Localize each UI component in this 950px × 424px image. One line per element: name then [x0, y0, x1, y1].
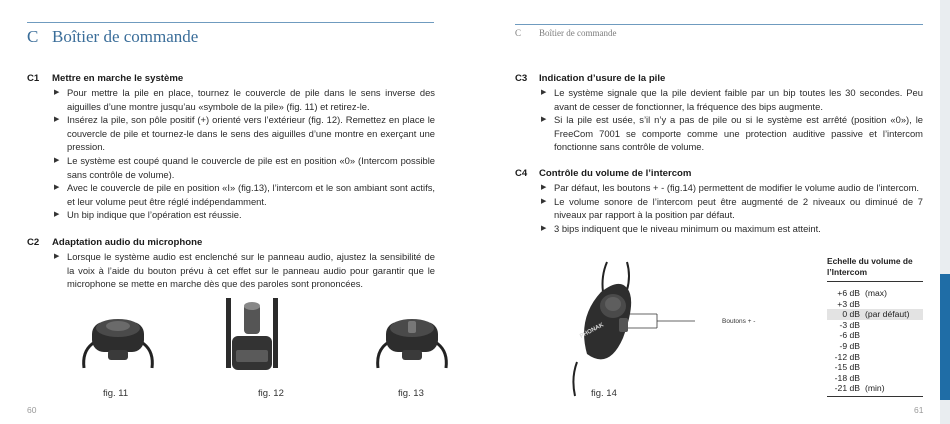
arrow-bullet-icon: ▶ [541, 197, 547, 205]
volume-db-value: -3 dB [839, 319, 860, 330]
volume-note [865, 362, 923, 373]
volume-note: (par défaut) [865, 309, 910, 320]
volume-note [865, 373, 923, 384]
fig-12-caption: fig. 12 [258, 388, 284, 399]
volume-db-value: -9 dB [839, 340, 860, 351]
buttons-label: Boutons + - [722, 318, 756, 325]
volume-note [865, 330, 923, 341]
running-header-letter: C [515, 28, 522, 38]
list-item: ▶ Si la pile est usée, s’il n’y a pas de pile ou si le système est arrêté (position «0»), le FreeCom 7001 se comporte comme une protection auditive passive et l’intercom fonctionne sans contrôle de volume. [541, 114, 923, 153]
c4-heading: Contrôle du volume de l’intercom [539, 168, 692, 179]
c4-bullet-list [539, 181, 923, 235]
list-item: ▶ Le système signale que la pile devient faible par un bip toutes les 30 secondes. Peu avant de cesser de fonctionner, la fréquence des bips augmente. [541, 87, 923, 112]
section-title: Boîtier de commande [52, 27, 199, 46]
list-item: ▶ 3 bips indiquent que le niveau minimum ou maximum est atteint. [541, 222, 821, 234]
c4-number: C4 [515, 168, 528, 179]
c1-bullet-list [52, 86, 435, 222]
arrow-bullet-icon: ▶ [54, 184, 60, 192]
c3-number: C3 [515, 73, 528, 84]
volume-db-value: -12 dB [834, 351, 860, 362]
list-item: ▶ Le système est coupé quand le couvercle de pile est en position «0» (Intercom possible sans contrôle de volume). [54, 154, 435, 180]
arrow-bullet-icon: ▶ [541, 224, 547, 232]
arrow-bullet-icon: ▶ [541, 116, 547, 124]
c2-bullet-list [52, 250, 435, 291]
volume-db-value: 0 dB [842, 309, 860, 320]
fig-13-image [372, 312, 452, 374]
volume-note: (min) [865, 383, 885, 394]
volume-note [865, 352, 923, 363]
arrow-bullet-icon: ▶ [541, 184, 547, 191]
volume-db-value: -18 dB [834, 372, 860, 383]
volume-db-value: -21 dB [834, 383, 860, 394]
side-tab-active-marker [940, 274, 950, 400]
volume-note: (max) [865, 288, 887, 298]
fig-11-image [78, 312, 158, 374]
fig-12-image [222, 296, 282, 376]
header-rule [515, 24, 923, 25]
volume-table-rule [827, 281, 923, 282]
volume-db-value: -15 dB [834, 362, 860, 373]
arrow-bullet-icon: ▶ [54, 116, 60, 124]
volume-note [865, 320, 923, 331]
volume-table-row [827, 362, 923, 373]
volume-scale-table [827, 256, 923, 397]
list-item: ▶ Lorsque le système audio est enclenché sur le panneau audio, ajustez la sensibilité de la voix à l’aide du bouton prévu à cet effet sur le panneau audio pour garantir que le microphone se mette en marche dès que des paroles sont prononcées. [54, 251, 435, 290]
c1-heading: Mettre en marche le système [52, 73, 184, 84]
fig-13-caption: fig. 13 [398, 388, 424, 399]
arrow-bullet-icon: ▶ [54, 89, 60, 96]
header-rule [27, 22, 434, 23]
page-number: 61 [914, 405, 924, 415]
volume-table-row [827, 330, 923, 341]
volume-table-row [827, 299, 923, 310]
volume-table-row [827, 288, 923, 299]
device-brand-logo: PHONAK [579, 322, 605, 340]
volume-table-row [827, 341, 923, 352]
page-number: 60 [27, 405, 37, 415]
fig-11-caption: fig. 11 [103, 388, 129, 399]
volume-table-bottom-rule [827, 396, 923, 397]
arrow-bullet-icon: ▶ [54, 156, 60, 164]
c2-number: C2 [27, 237, 40, 248]
c3-heading: Indication d’usure de la pile [539, 73, 666, 84]
volume-table-row [827, 383, 923, 394]
c3-bullet-list [539, 86, 923, 154]
volume-table-row [827, 352, 923, 363]
volume-note [865, 299, 923, 310]
c1-number: C1 [27, 73, 40, 84]
arrow-bullet-icon: ▶ [54, 253, 60, 260]
volume-table-row [827, 320, 923, 331]
arrow-bullet-icon: ▶ [54, 211, 60, 219]
c2-heading: Adaptation audio du microphone [52, 237, 203, 248]
list-item: ▶ Un bip indique que l’opération est réussie. [54, 209, 242, 221]
list-item: ▶ Insérez la pile, son pôle positif (+) orienté vers l’extérieur (fig. 12). Remettez en place le couvercle de pile et tournez-le dans le sens des aiguilles d’une montre en exerçant une pression. [54, 114, 435, 153]
volume-table-row [827, 373, 923, 384]
list-item: ▶ Avec le couvercle de pile en position «I» (fig.13), l’intercom et le son ambiant sont actifs, et leur volume peut être réglé indépendamment. [54, 182, 435, 207]
list-item: ▶ Pour mettre la pile en place, tournez le couvercle de pile dans le sens inverse des aiguilles d’une montre jusqu’au «symbole de la pile» (fig. 11) et retirez-le. [54, 87, 435, 112]
volume-table-row [827, 309, 923, 320]
volume-note [865, 341, 923, 352]
volume-db-value: -6 dB [839, 330, 860, 341]
volume-table-title: Echelle du volume de l’Intercom [827, 256, 913, 277]
section-letter: C [27, 27, 39, 46]
fig-14-caption: fig. 14 [591, 388, 617, 399]
list-item: ▶ Le volume sonore de l’intercom peut être augmenté de 2 niveaux ou diminué de 7 niveaux par rapport à la position par défaut. [541, 195, 923, 221]
volume-db-value: +6 dB [837, 288, 860, 298]
running-header-title: Boîtier de commande [539, 28, 617, 38]
volume-db-value: +3 dB [837, 298, 860, 309]
list-item: ▶ Par défaut, les boutons + - (fig.14) permettent de modifier le volume audio de l’intercom. [541, 182, 920, 193]
arrow-bullet-icon: ▶ [541, 89, 547, 96]
